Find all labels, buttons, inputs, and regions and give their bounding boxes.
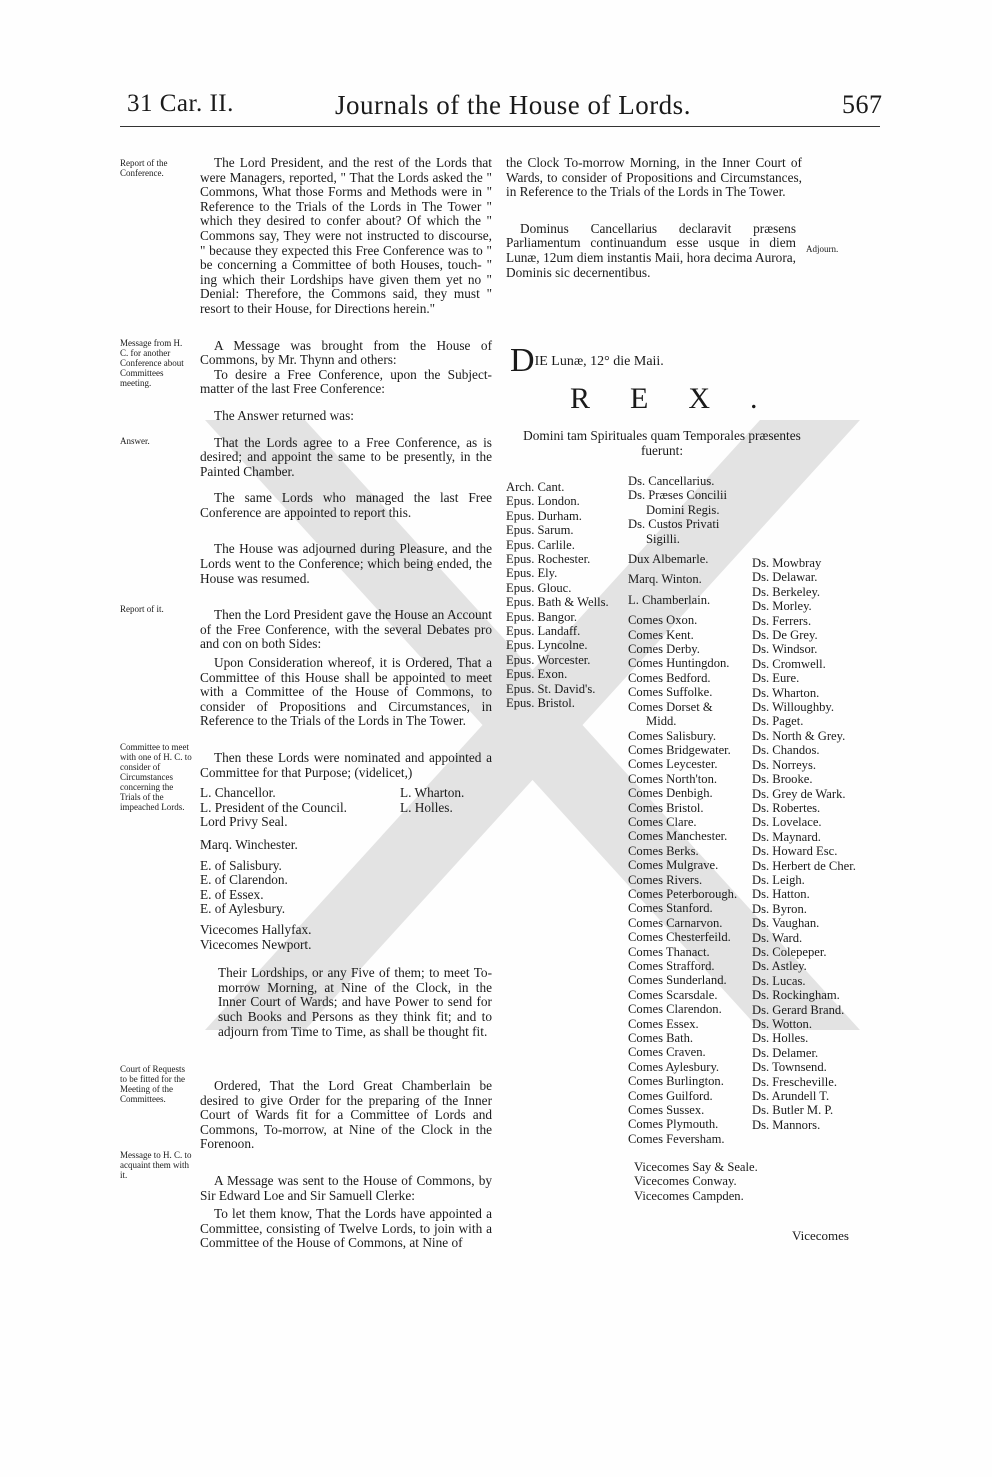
lord-entry: Comes Stanford. <box>628 901 713 916</box>
baron-entry: Ds. Paget. <box>752 714 804 729</box>
committee-name: Vicecomes Newport. <box>200 936 312 952</box>
baron-entry: Ds. Frescheville. <box>752 1074 837 1089</box>
paragraph-ordered: Upon Consideration whereof, it is Ordered, That a Committee of this House shall be appointed to meet with a Committee of the House of Commons, to consider of Propositions and Circumstances, in Reference to the Trials of the Lords in The Tower. <box>200 655 492 729</box>
lord-entry: Comes Essex. <box>628 1016 699 1031</box>
lord-entry: Comes Plymouth. <box>628 1117 719 1132</box>
bishop-entry: Epus. Glouc. <box>506 580 572 595</box>
baron-entry: Ds. Willoughby. <box>752 700 835 715</box>
committee-name: E. of Essex. <box>200 886 264 902</box>
lord-entry: Domini Regis. <box>646 502 720 517</box>
barons-list <box>752 556 856 1132</box>
baron-entry: Ds. Brooke. <box>752 772 813 787</box>
paragraph-account: Then the Lord President gave the House an Account of the Free Conference, with the several Debates pro and con on both Sides: <box>200 607 492 652</box>
baron-entry: Ds. Butler M. P. <box>752 1103 834 1118</box>
baron-entry: Ds. Chandos. <box>752 743 820 758</box>
rex-heading: REX. <box>570 382 798 415</box>
lord-entry: Comes Mulgrave. <box>628 858 719 873</box>
baron-entry: Ds. Holles. <box>752 1031 809 1046</box>
margin-note-report-of-it: Report of it. <box>120 604 164 614</box>
baron-entry: Ds. Eure. <box>752 671 800 686</box>
bishop-entry: Epus. Ely. <box>506 566 558 581</box>
bishop-entry: Epus. Bangor. <box>506 609 578 624</box>
baron-entry: Ds. Delawar. <box>752 570 818 585</box>
running-head-title: Journals of the House of Lords. <box>335 90 691 120</box>
lord-entry: Dux Albemarle. <box>628 552 709 567</box>
lord-entry: Comes Manchester. <box>628 829 728 844</box>
lord-entry: Comes Aylesbury. <box>628 1059 720 1074</box>
lord-entry: Ds. Cancellarius. <box>628 474 715 488</box>
baron-entry: Ds. Leigh. <box>752 872 805 887</box>
lord-entry: Comes Sussex. <box>628 1103 705 1118</box>
lord-entry: Ds. Præses Concilii <box>628 488 728 503</box>
attendance-intro: Domini tam Spirituales quam Temporales præsentes fuerunt: <box>523 428 801 458</box>
paragraph-nominated: Then these Lords were nominated and appointed a Committee for that Purpose; (videlicet,) <box>200 750 492 780</box>
viscounts-list <box>634 1160 758 1203</box>
baron-entry: Ds. Windsor. <box>752 642 818 657</box>
margin-note-answer: Answer. <box>120 436 150 446</box>
lord-entry: Comes Rivers. <box>628 872 703 887</box>
baron-entry: Ds. Mowbray <box>752 556 822 570</box>
baron-entry: Ds. Cromwell. <box>752 656 826 671</box>
baron-entry: Ds. Wotton. <box>752 1017 812 1031</box>
viscount-entry: Vicecomes Campden. <box>634 1188 744 1203</box>
baron-entry: Ds. Townsend. <box>752 1060 827 1075</box>
committee-name: E. of Aylesbury. <box>200 901 286 917</box>
committee-list <box>200 786 492 952</box>
left-column <box>200 156 492 1263</box>
baron-entry: Ds. Arundell T. <box>752 1089 830 1104</box>
paragraph-message-sent: A Message was sent to the House of Commons, by Sir Edward Loe and Sir Samuell Clerke: <box>200 1173 492 1203</box>
baron-entry: Ds. North & Grey. <box>752 728 846 743</box>
lord-entry: Comes Salisbury. <box>628 728 717 743</box>
baron-entry: Ds. Herbert de Cher. <box>752 858 856 873</box>
viscount-entry: Vicecomes Say & Seale. <box>634 1160 758 1174</box>
lord-entry: Comes Scarsdale. <box>628 987 718 1002</box>
header-rule <box>120 126 880 127</box>
paragraph-dominus: Dominus Cancellarius declaravit præsens Parliamentum continuandum esse usque in diem Lunæ, 12um diem instantis Maii, hora decima Aurora, Dominis sic decernentibus. <box>506 220 796 280</box>
paragraph-same-lords: The same Lords who managed the last Free Conference are appointed to report this. <box>200 490 492 520</box>
catchword: Vicecomes <box>792 1228 849 1243</box>
bishop-entry: Epus. Rochester. <box>506 552 591 567</box>
bishop-entry: Epus. Exon. <box>506 667 568 682</box>
baron-entry: Ds. Colepeper. <box>752 944 827 959</box>
baron-entry: Ds. Ward. <box>752 930 803 945</box>
paragraph-five-of-them: Their Lordships, or any Five of them; to meet To-morrow Morning, at Nine of the Clock, in the Inner Court of Wards; and have Power to send for such Books and Persons as they think fit; and to adjourn from Time to Time, as shall be thought fit. <box>218 965 492 1039</box>
lord-entry: Comes Craven. <box>628 1045 706 1060</box>
bishop-entry: Epus. London. <box>506 494 580 509</box>
bishop-entry: Epus. Carlile. <box>506 537 575 552</box>
margin-note-adjourn: Adjourn. <box>806 244 839 254</box>
lord-entry: Ds. Custos Privati <box>628 517 720 532</box>
right-column <box>506 156 802 292</box>
bishop-entry: Epus. Bath & Wells. <box>506 595 609 610</box>
bishop-entry: Epus. Sarum. <box>506 523 574 538</box>
lord-entry: Comes Huntingdon. <box>628 656 730 671</box>
running-head-left: 31 Car. II. <box>127 90 234 117</box>
margin-note-court: Court of Requests to be fitted for the Meeting of the Committees. <box>120 1064 185 1104</box>
lord-entry: Comes Clarendon. <box>628 1002 722 1017</box>
lord-entry: Comes Bristol. <box>628 800 704 815</box>
lord-entry: Comes Sunderland. <box>628 973 727 988</box>
lord-entry: Comes Clare. <box>628 814 697 829</box>
baron-entry: Ds. Robertes. <box>752 800 821 815</box>
bishop-entry: Arch. Cant. <box>506 480 565 494</box>
paragraph-clock: the Clock To-morrow Morning, in the Inner Court of Wards, to consider of Propositions and Circumstances, in Reference to the Trials of the Lords in The Tower. <box>506 155 802 200</box>
baron-entry: Ds. Wharton. <box>752 685 820 700</box>
viscount-entry: Vicecomes Conway. <box>634 1174 737 1189</box>
bishop-entry: Epus. St. David's. <box>506 681 596 696</box>
lord-entry: Comes Feversham. <box>628 1131 725 1146</box>
baron-entry: Ds. Astley. <box>752 959 807 974</box>
paragraph-desire: To desire a Free Conference, upon the Subject-matter of the last Free Conference: <box>200 366 492 397</box>
lord-entry: Comes Carnarvon. <box>628 915 723 930</box>
page-number: 567 <box>842 90 883 119</box>
margin-note-committee: Committee to meet with one of H. C. to consider of Circumstances concerning the Trials of the impeached Lords. <box>120 742 192 812</box>
committee-name: E. of Clarendon. <box>200 872 288 888</box>
lord-entry: Comes Bridgewater. <box>628 742 731 757</box>
baron-entry: Ds. Lovelace. <box>752 815 822 830</box>
lord-entry: Comes Peterborough. <box>628 886 738 901</box>
committee-name: Vicecomes Hallyfax. <box>200 921 312 937</box>
baron-entry: Ds. Hatton. <box>752 887 810 902</box>
bishop-entry: Epus. Durham. <box>506 508 582 523</box>
lord-entry: Comes Strafford. <box>628 959 715 973</box>
committee-row: Lord Privy Seal. <box>200 814 288 830</box>
margin-note-report: Report of the Conference. <box>120 158 168 178</box>
paragraph-adjourned: The House was adjourned during Pleasure, and the Lords went to the Conference; which being ended, the House was resumed. <box>200 541 492 586</box>
lord-entry: L. Chamberlain. <box>628 592 711 607</box>
lord-entry: Comes Burlington. <box>628 1074 724 1089</box>
paragraph-message: A Message was brought from the House of Commons, by Mr. Thynn and others: <box>200 337 492 368</box>
lord-entry: Comes Guilford. <box>628 1088 713 1103</box>
lord-entry: Midd. <box>646 714 677 729</box>
baron-entry: Ds. Maynard. <box>752 829 821 844</box>
baron-entry: Ds. Morley. <box>752 599 812 614</box>
lord-entry: Comes Derby. <box>628 642 700 657</box>
lord-entry: Marq. Winton. <box>628 572 702 587</box>
drop-cap: D <box>510 342 535 379</box>
bishop-entry: Epus. Landaff. <box>506 624 581 639</box>
lord-entry: Sigilli. <box>646 531 680 546</box>
committee-row: L. President of the Council. L. Holles. <box>200 799 453 815</box>
lord-entry: Comes Chesterfeild. <box>628 930 731 945</box>
committee-name: Marq. Winchester. <box>200 836 298 852</box>
baron-entry: Ds. De Grey. <box>752 628 818 643</box>
baron-entry: Ds. Grey de Wark. <box>752 786 846 801</box>
baron-entry: Ds. Lucas. <box>752 973 806 988</box>
paragraph-great-chamberlain: Ordered, That the Lord Great Chamberlain be desired to give Order for the preparing of the Inner Court of Wards fit for a Committee of Lords and Commons, To-morrow, at Nine of the Clock in the Forenoon. <box>200 1078 492 1152</box>
baron-entry: Ds. Byron. <box>752 901 807 916</box>
lord-entry: Comes Thanact. <box>628 944 710 959</box>
bishop-entry: Epus. Lyncolne. <box>506 638 588 653</box>
baron-entry: Ds. Rockingham. <box>752 988 840 1003</box>
date-heading: DIE Lunæ, 12° die Maii. <box>510 342 664 379</box>
baron-entry: Ds. Norreys. <box>752 757 817 772</box>
baron-entry: Ds. Gerard Brand. <box>752 1002 845 1017</box>
lord-entry: Comes Bath. <box>628 1031 694 1046</box>
lord-entry: Comes Oxon. <box>628 613 698 628</box>
bishop-entry: Epus. Worcester. <box>506 652 591 667</box>
paragraph-lords-agree: That the Lords agree to a Free Conference, as is desired; and appoint the same to be presently, in the Painted Chamber. <box>200 434 492 479</box>
lord-entry: Comes Berks. <box>628 843 699 858</box>
lord-entry: Comes Kent. <box>628 627 694 642</box>
baron-entry: Ds. Delamer. <box>752 1045 819 1060</box>
baron-entry: Ds. Mannors. <box>752 1117 821 1132</box>
baron-entry: Ds. Ferrers. <box>752 613 812 628</box>
lord-entry: Comes Suffolke. <box>628 685 713 700</box>
baron-entry: Ds. Vaughan. <box>752 916 820 931</box>
lord-entry: Comes Leycester. <box>628 757 718 772</box>
baron-entry: Ds. Berkeley. <box>752 584 821 599</box>
baron-entry: Ds. Howard Esc. <box>752 844 838 859</box>
officers-earls-list <box>628 474 737 1146</box>
margin-note-message-hc: Message to H. C. to acquaint them with it. <box>120 1150 192 1180</box>
bishops-list <box>506 480 609 711</box>
paragraph-answer-returned: The Answer returned was: <box>214 407 354 423</box>
lord-entry: Comes Bedford. <box>628 670 711 685</box>
lord-entry: Comes Denbigh. <box>628 786 713 801</box>
committee-row: L. Chancellor. L. Wharton. <box>200 785 465 801</box>
paragraph-report: The Lord President, and the rest of the Lords that were Managers, reported, " That the Lords asked the " Commons, What those Forms and Methods were in " Reference to the Trials of the Lords in The Tower " which they desired to confer about? Of which the " Commons say, They were not instructed to discourse, " because they expected this Free Conference was to " be concerning a Committee of both Houses, touch- " ing which their Lordships have given them yet no " Denial: Therefore, the Commons said, they must " resort to their House, for Directions herein." <box>200 155 492 316</box>
bishop-entry: Epus. Bristol. <box>506 696 575 711</box>
margin-note-message: Message from H. C. for another Conference about Committees meeting. <box>120 338 184 388</box>
lord-entry: Comes North'ton. <box>628 771 718 786</box>
paragraph-let-them-know: To let them know, That the Lords have appointed a Committee, consisting of Twelve Lords, to join with a Committee of the House of Commons, at Nine of <box>200 1206 492 1251</box>
committee-name: E. of Salisbury. <box>200 857 282 873</box>
lord-entry: Comes Dorset & <box>628 699 713 714</box>
